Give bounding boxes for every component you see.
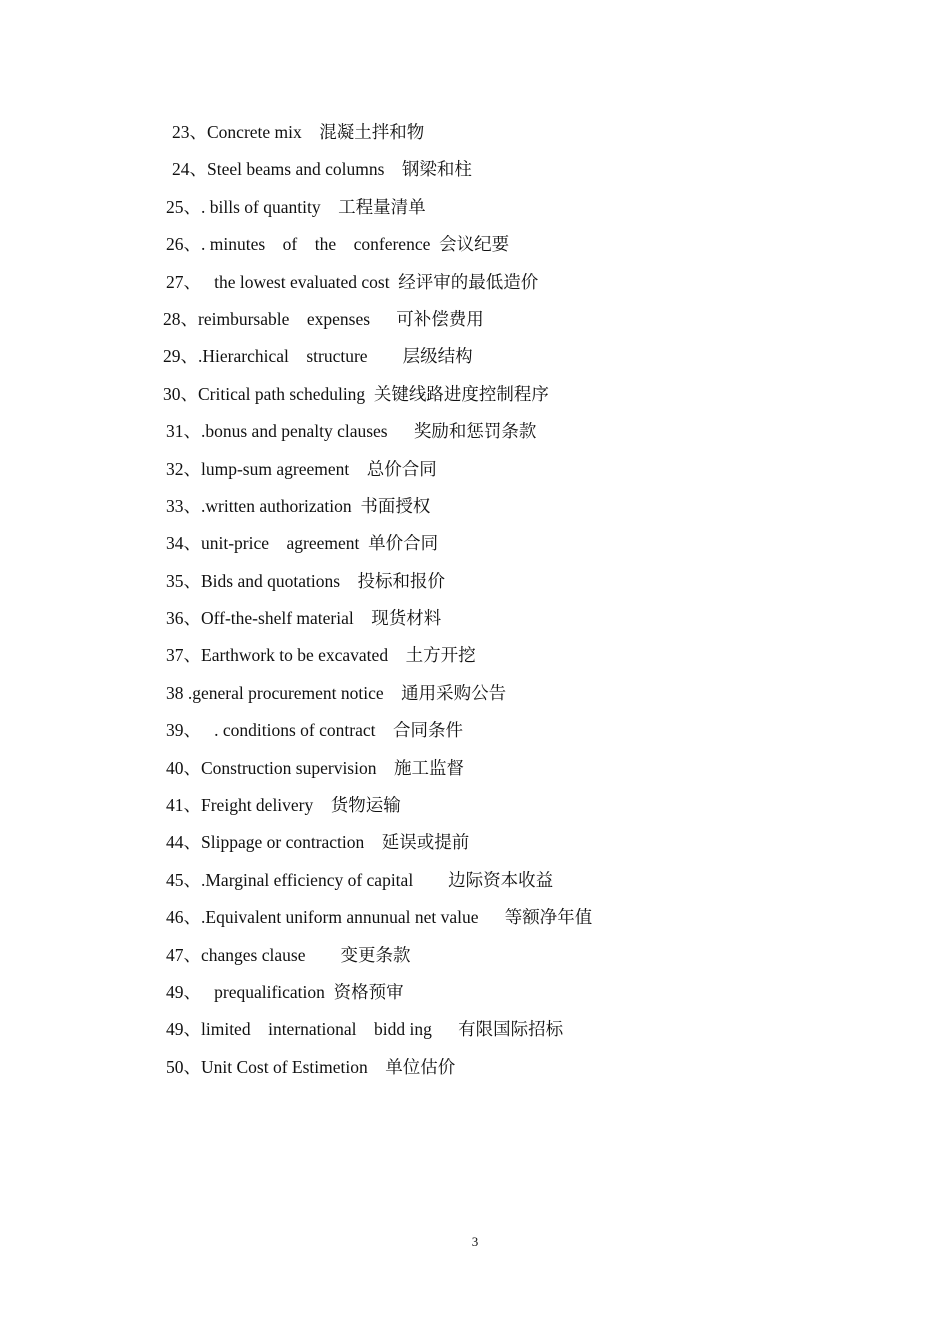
list-item <box>0 455 950 492</box>
list-item <box>0 1053 950 1090</box>
term-text: 35、Bids and quotations 投标和报价 <box>166 570 446 591</box>
list-item <box>0 903 950 940</box>
list-item <box>0 417 950 454</box>
term-text: 31、.bonus and penalty clauses 奖励和惩罚条款 <box>166 421 537 442</box>
list-item <box>0 230 950 267</box>
term-text: 38 .general procurement notice 通用采购公告 <box>166 682 507 703</box>
term-text: 44、Slippage or contraction 延误或提前 <box>166 832 470 853</box>
term-text: 36、Off-the-shelf material 现货材料 <box>166 608 442 629</box>
term-text: 40、Construction supervision 施工监督 <box>166 757 464 778</box>
term-text: 50、Unit Cost of Estimetion 单位估价 <box>166 1056 456 1077</box>
list-item <box>0 641 950 678</box>
list-item <box>0 866 950 903</box>
list-item <box>0 492 950 529</box>
page-number: 3 <box>471 1234 479 1249</box>
list-item <box>0 941 950 978</box>
list-item <box>0 118 950 155</box>
term-text: 41、Freight delivery 货物运输 <box>166 795 401 816</box>
term-text: 46、.Equivalent uniform annunual net value 等额净年值 <box>166 907 593 928</box>
term-text: 30、Critical path scheduling 关键线路进度控制程序 <box>163 383 549 404</box>
term-text: 25、. bills of quantity 工程量清单 <box>166 196 426 217</box>
term-text: 49、limited international bidd ing 有限国际招标 <box>166 1019 564 1040</box>
term-text: 24、Steel beams and columns 钢梁和柱 <box>172 159 472 180</box>
term-text: 39、 . conditions of contract 合同条件 <box>166 720 463 741</box>
list-item <box>0 1015 950 1052</box>
term-text: 33、.written authorization 书面授权 <box>166 495 431 516</box>
term-text: 49、 prequalification 资格预审 <box>166 981 404 1002</box>
term-text: 28、reimbursable expenses 可补偿费用 <box>163 308 484 329</box>
list-item <box>0 791 950 828</box>
list-item <box>0 716 950 753</box>
list-item <box>0 193 950 230</box>
list-item <box>0 567 950 604</box>
term-text: 34、unit-price agreement 单价合同 <box>166 533 439 554</box>
list-item <box>0 679 950 716</box>
term-text: 27、 the lowest evaluated cost 经评审的最低造价 <box>166 271 539 292</box>
list-item <box>0 754 950 791</box>
list-item <box>0 380 950 417</box>
term-text: 37、Earthwork to be excavated 土方开挖 <box>166 645 476 666</box>
term-text: 47、changes clause 变更条款 <box>166 944 411 965</box>
term-text: 23、Concrete mix 混凝土拌和物 <box>172 122 425 142</box>
list-item <box>0 342 950 379</box>
list-item <box>0 155 950 192</box>
term-text: 26、. minutes of the conference 会议纪要 <box>166 234 510 255</box>
list-item <box>0 268 950 305</box>
term-list <box>0 118 950 1090</box>
list-item <box>0 305 950 342</box>
list-item <box>0 529 950 566</box>
term-text: 29、.Hierarchical structure 层级结构 <box>163 346 473 367</box>
term-text: 45、.Marginal efficiency of capital 边际资本收益 <box>166 869 554 890</box>
list-item <box>0 978 950 1015</box>
term-text: 32、lump-sum agreement 总价合同 <box>166 458 437 479</box>
list-item <box>0 828 950 865</box>
list-item <box>0 604 950 641</box>
